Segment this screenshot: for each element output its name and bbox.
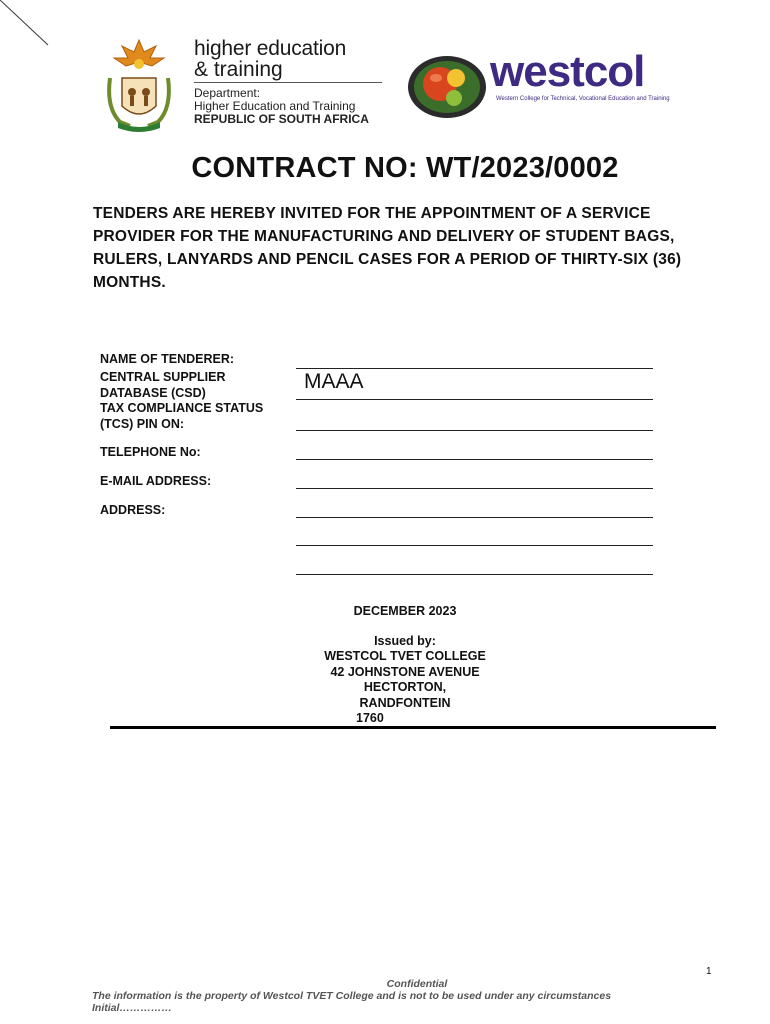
email-field[interactable] bbox=[296, 488, 653, 489]
tcs-pin-field[interactable] bbox=[296, 430, 653, 431]
address-field-line3[interactable] bbox=[296, 574, 653, 575]
dept-country: REPUBLIC OF SOUTH AFRICA bbox=[194, 112, 369, 126]
csd-label-line2: DATABASE (CSD) bbox=[100, 386, 206, 400]
tenderer-name-label: NAME OF TENDERER: bbox=[100, 352, 235, 366]
address-label: ADDRESS: bbox=[100, 503, 166, 517]
telephone-field[interactable] bbox=[296, 459, 653, 460]
issued-by-label: Issued by: bbox=[374, 633, 436, 648]
coat-of-arms-logo bbox=[100, 38, 178, 134]
footer-confidential: Confidential bbox=[386, 978, 448, 990]
telephone-label: TELEPHONE No: bbox=[100, 445, 201, 459]
tcs-label-line2: (TCS) PIN ON: bbox=[100, 417, 185, 431]
document-header bbox=[96, 38, 716, 138]
issued-by-block bbox=[250, 604, 560, 727]
address-field-line1[interactable] bbox=[296, 517, 653, 518]
issuer-street: 42 JOHNSTONE AVENUE bbox=[330, 664, 480, 679]
tender-invitation-text: TENDERS ARE HEREBY INVITED FOR THE APPOINTMENT OF A SERVICE PROVIDER FOR THE MANUFACTURING AND DELIVERY OF STUDENT BAGS, RULERS, LANYARDS AND PENCIL CASES FOR A PERIOD OF THIRTY-SIX (36) MONTHS. bbox=[93, 205, 682, 291]
tenderer-name-field[interactable] bbox=[296, 368, 653, 369]
contract-title: CONTRACT NO: WT/2023/0002 bbox=[191, 152, 619, 184]
issuer-town: RANDFONTEIN bbox=[359, 695, 451, 710]
issuer-suburb: HECTORTON, bbox=[363, 680, 447, 694]
csd-field[interactable] bbox=[296, 399, 653, 400]
dhet-brand-line1: higher education bbox=[194, 37, 347, 60]
westcol-tagline: Western College for Technical, Vocational Education and Training bbox=[496, 96, 670, 102]
dhet-logo-text bbox=[194, 38, 394, 126]
issue-date: DECEMBER 2023 bbox=[353, 604, 457, 618]
westcol-wordmark: westcol bbox=[490, 47, 645, 96]
dept-name: Higher Education and Training bbox=[194, 99, 356, 113]
footer-notice: The information is the property of Westcol TVET College and is not to be used under any circumstances bbox=[92, 990, 612, 1002]
tcs-label-line1: TAX COMPLIANCE STATUS bbox=[100, 401, 264, 415]
dhet-brand-line2: & training bbox=[194, 60, 382, 83]
westcol-logo bbox=[406, 47, 716, 124]
section-divider bbox=[110, 726, 716, 729]
page-number: 1 bbox=[706, 966, 712, 977]
issuer-postcode: 1760 bbox=[356, 711, 384, 725]
westcol-globe-icon bbox=[406, 54, 488, 120]
csd-label-line1: CENTRAL SUPPLIER bbox=[100, 370, 226, 384]
corner-fold-line bbox=[0, 0, 60, 60]
page-footer bbox=[92, 978, 732, 1014]
email-label: E-MAIL ADDRESS: bbox=[100, 474, 212, 488]
dept-label: Department: bbox=[194, 86, 261, 100]
issuer-college: WESTCOL TVET COLLEGE bbox=[324, 649, 486, 663]
footer-initial: Initial…………… bbox=[92, 1002, 172, 1014]
csd-field-value[interactable]: MAAA bbox=[304, 370, 364, 393]
address-field-line2[interactable] bbox=[296, 545, 653, 546]
